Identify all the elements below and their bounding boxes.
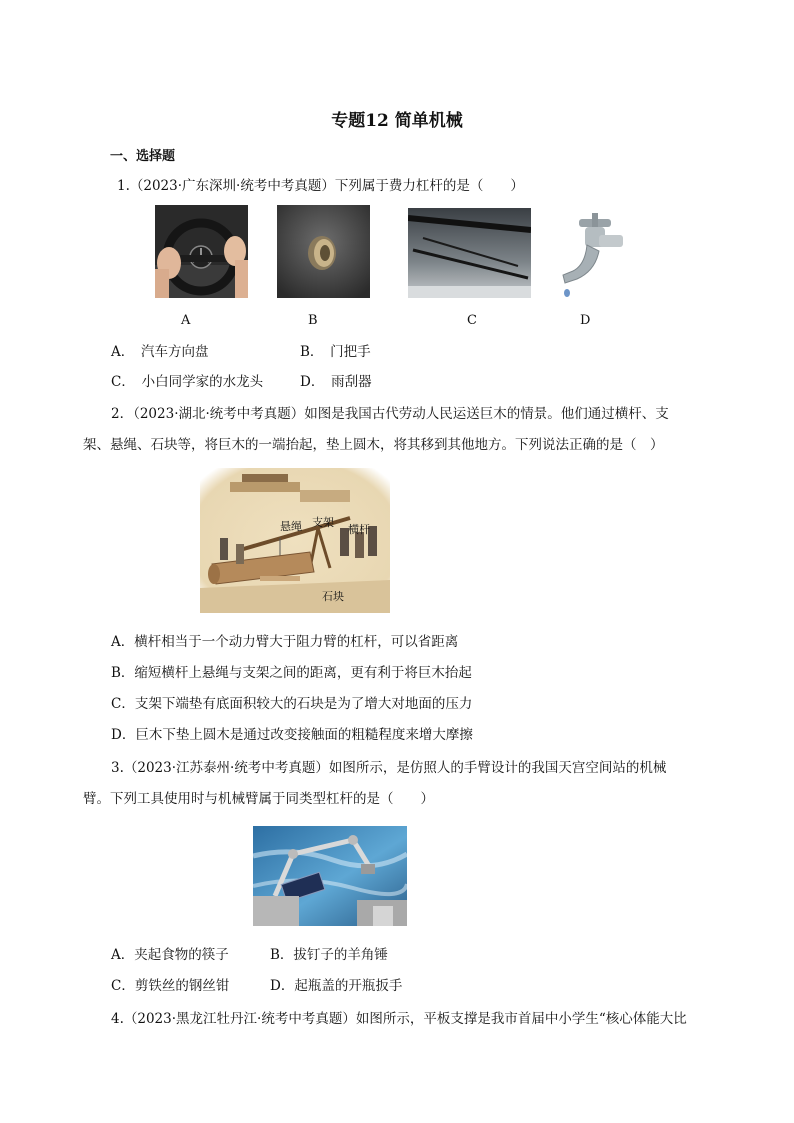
figure-label-support: 支架 (312, 516, 334, 529)
q3-option-b: B．拔钉子的羊角锤 (270, 947, 388, 963)
q2-option-a: A．横杆相当于一个动力臂大于阻力臂的杠杆，可以省距离 (111, 634, 459, 650)
q1-image-label-c: C (467, 313, 477, 328)
q2-stem-line1: 2．（2023·湖北·统考中考真题）如图是我国古代劳动人民运送巨木的情景。他们通过横杆、支 (111, 406, 669, 422)
q3-option-a: A．夹起食物的筷子 (111, 947, 229, 963)
q2-option-b: B．缩短横杆上悬绳与支架之间的距离，更有利于将巨木抬起 (111, 665, 472, 681)
q3-option-d: D．起瓶盖的开瓶扳手 (270, 978, 403, 994)
figure-label-stone: 石块 (322, 590, 344, 603)
windshield-wiper-image (408, 208, 531, 298)
section-heading: 一、选择题 (110, 149, 176, 164)
ancient-timber-transport-image (200, 468, 390, 613)
q3-stem-line2: 臂。下列工具使用时与机械臂属于同类型杠杆的是（ ） (83, 791, 434, 807)
q2-option-d: D．巨木下垫上圆木是通过改变接触面的粗糙程度来增大摩擦 (111, 727, 473, 743)
page-title: 专题12 简单机械 (331, 111, 463, 131)
water-faucet-image (555, 205, 635, 300)
figure-label-bar: 横杆 (348, 523, 370, 536)
space-station-robot-arm-image (253, 826, 407, 926)
q1-option-d: D． 雨刮器 (300, 374, 372, 390)
q1-image-label-d: D (580, 313, 591, 328)
q1-image-label-b: B (308, 313, 318, 328)
q3-option-c: C．剪铁丝的钢丝钳 (111, 978, 230, 994)
q3-stem-line1: 3.（2023·江苏泰州·统考中考真题）如图所示，是仿照人的手臂设计的我国天宫空间站的机械 (111, 760, 667, 776)
q1-option-c: C． 小白同学家的水龙头 (111, 374, 264, 390)
steering-wheel-image (155, 205, 248, 298)
q2-stem-line2: 架、悬绳、石块等，将巨木的一端抬起，垫上圆木，将其移到其他地方。下列说法正确的是（ ） (83, 437, 664, 453)
figure-label-rope: 悬绳 (280, 520, 302, 533)
q4-stem-line1: 4.（2023·黑龙江牡丹江·统考中考真题）如图所示，平板支撑是我市首届中小学生“核心体能大比 (111, 1011, 687, 1027)
q2-option-c: C．支架下端垫有底面积较大的石块是为了增大对地面的压力 (111, 696, 473, 712)
q1-image-label-a: A (181, 313, 191, 328)
q1-option-b: B． 门把手 (300, 344, 371, 360)
door-knob-image (277, 205, 370, 298)
q1-option-a: A． 汽车方向盘 (111, 344, 209, 360)
q1-stem: 1.（2023·广东深圳·统考中考真题）下列属于费力杠杆的是（ ） (117, 178, 524, 194)
